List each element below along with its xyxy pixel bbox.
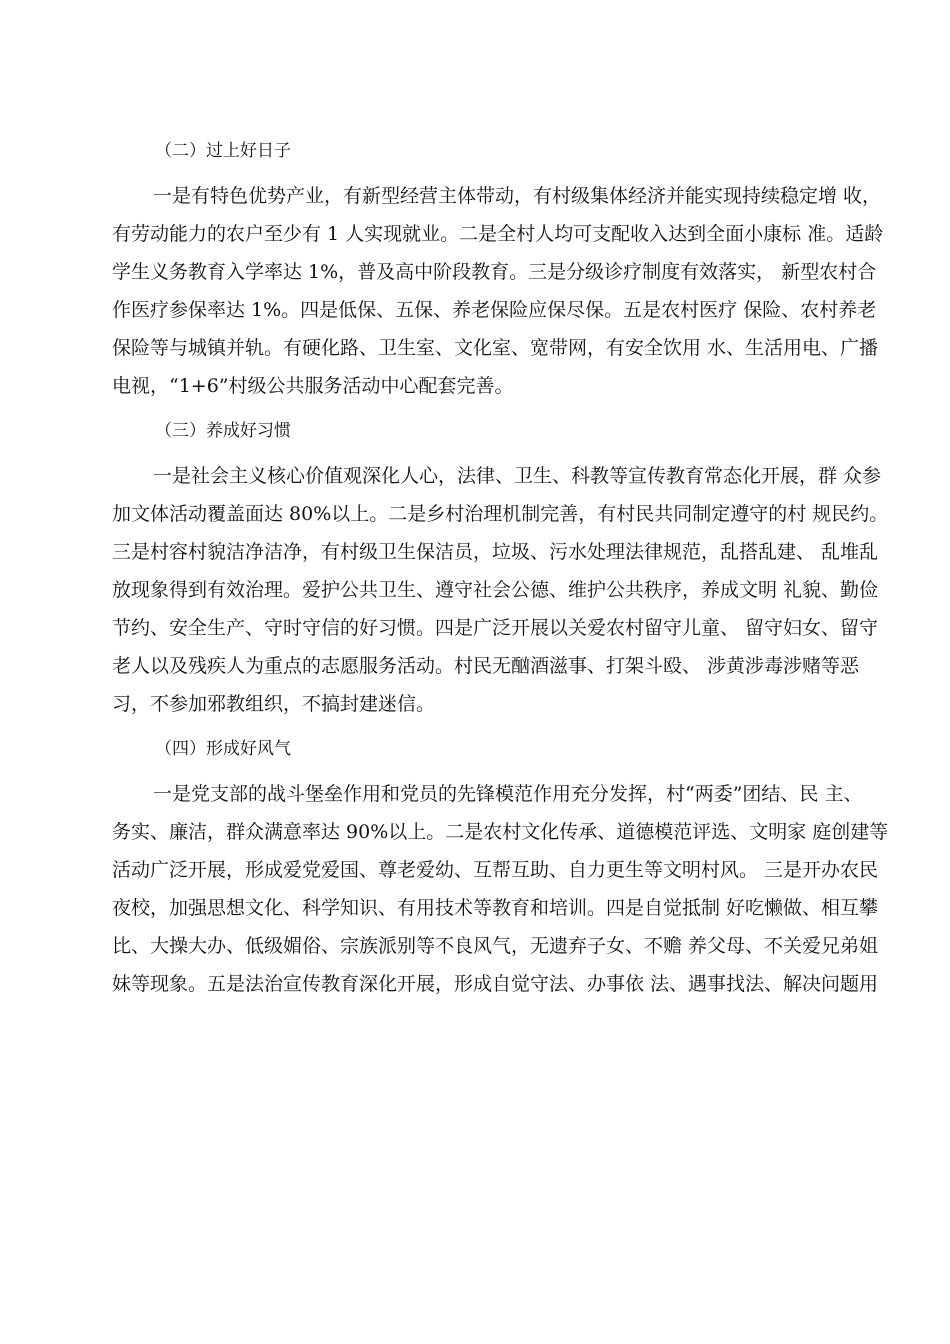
text-line: 学生义务教育入学率达 1%，普及高中阶段教育。三是分级诊疗制度有效落实， 新型农村合 <box>112 261 877 283</box>
text-line: 加文体活动覆盖面达 80%以上。二是乡村治理机制完善，有村民共同制定遵守的村 规民约。 <box>112 503 889 525</box>
text-line: 一是有特色优势产业，有新型经营主体带动，有村级集体经济并能实现持续稳定增 收， <box>153 185 882 207</box>
text-line: 活动广泛开展，形成爱党爱国、尊老爱幼、互帮互助、自力更生等文明村风。 三是开办农民 <box>112 859 879 881</box>
section-paragraph <box>112 177 884 405</box>
text-line: 比、大操大办、低级媚俗、宗族派别等不良风气，无遗弃子女、不赡 养父母、不关爱兄弟姐 <box>112 935 879 957</box>
text-line: 有劳动能力的农户至少有 1 人实现就业。二是全村人均可支配收入达到全面小康标 准。适龄 <box>112 223 884 245</box>
text-line: 夜校，加强思想文化、科学知识、有用技术等教育和培训。四是自觉抵制 好吃懒做、相互攀 <box>112 897 879 919</box>
text-line: 电视，“1+6”村级公共服务活动中心配套完善。 <box>112 375 514 397</box>
section-paragraph <box>112 457 889 723</box>
text-line: 作医疗参保率达 1%。四是低保、五保、养老保险应保尽保。五是农村医疗 保险、农村养老 <box>112 299 877 321</box>
section-heading: （四）形成好风气 <box>155 739 291 759</box>
text-line: 放现象得到有效治理。爱护公共卫生、遵守社会公德、维护公共秩序，养成文明 礼貌、勤俭 <box>112 579 879 601</box>
text-line: 节约、安全生产、守时守信的好习惯。四是广泛开展以关爱农村留守儿童、 留守妇女、留守 <box>112 617 879 639</box>
text-line: 保险等与城镇并轨。有硬化路、卫生室、文化室、宽带网，有安全饮用 水、生活用电、广播 <box>112 337 879 359</box>
text-line: 老人以及残疾人为重点的志愿服务活动。村民无酗酒滋事、打架斗殴、 涉黄涉毒涉赌等恶 <box>112 655 860 677</box>
text-line: 三是村容村貌洁净洁净，有村级卫生保洁员，垃圾、污水处理法律规范，乱搭乱建、 乱堆乱 <box>112 541 879 563</box>
text-line: 一是党支部的战斗堡垒作用和党员的先锋模范作用充分发挥，村“两委”团结、民 主、 <box>153 783 863 805</box>
section-good-habits <box>112 412 889 723</box>
section-good-atmosphere <box>112 730 889 1003</box>
section-heading: （二）过上好日子 <box>155 141 291 161</box>
text-line: 妹等现象。五是法治宣传教育深化开展，形成自觉守法、办事依 法、遇事找法、解决问题用 <box>112 973 879 995</box>
section-heading: （三）养成好习惯 <box>155 421 291 441</box>
text-line: 一是社会主义核心价值观深化人心，法律、卫生、科教等宣传教育常态化开展，群 众参 <box>153 465 882 487</box>
section-paragraph <box>112 775 889 1003</box>
text-line: 习，不参加邪教组织，不搞封建迷信。 <box>112 693 436 715</box>
section-good-life <box>112 132 884 405</box>
document-page <box>112 132 889 1010</box>
text-line: 务实、廉洁，群众满意率达 90%以上。二是农村文化传承、道德模范评选、文明家 庭创建等 <box>112 821 889 843</box>
